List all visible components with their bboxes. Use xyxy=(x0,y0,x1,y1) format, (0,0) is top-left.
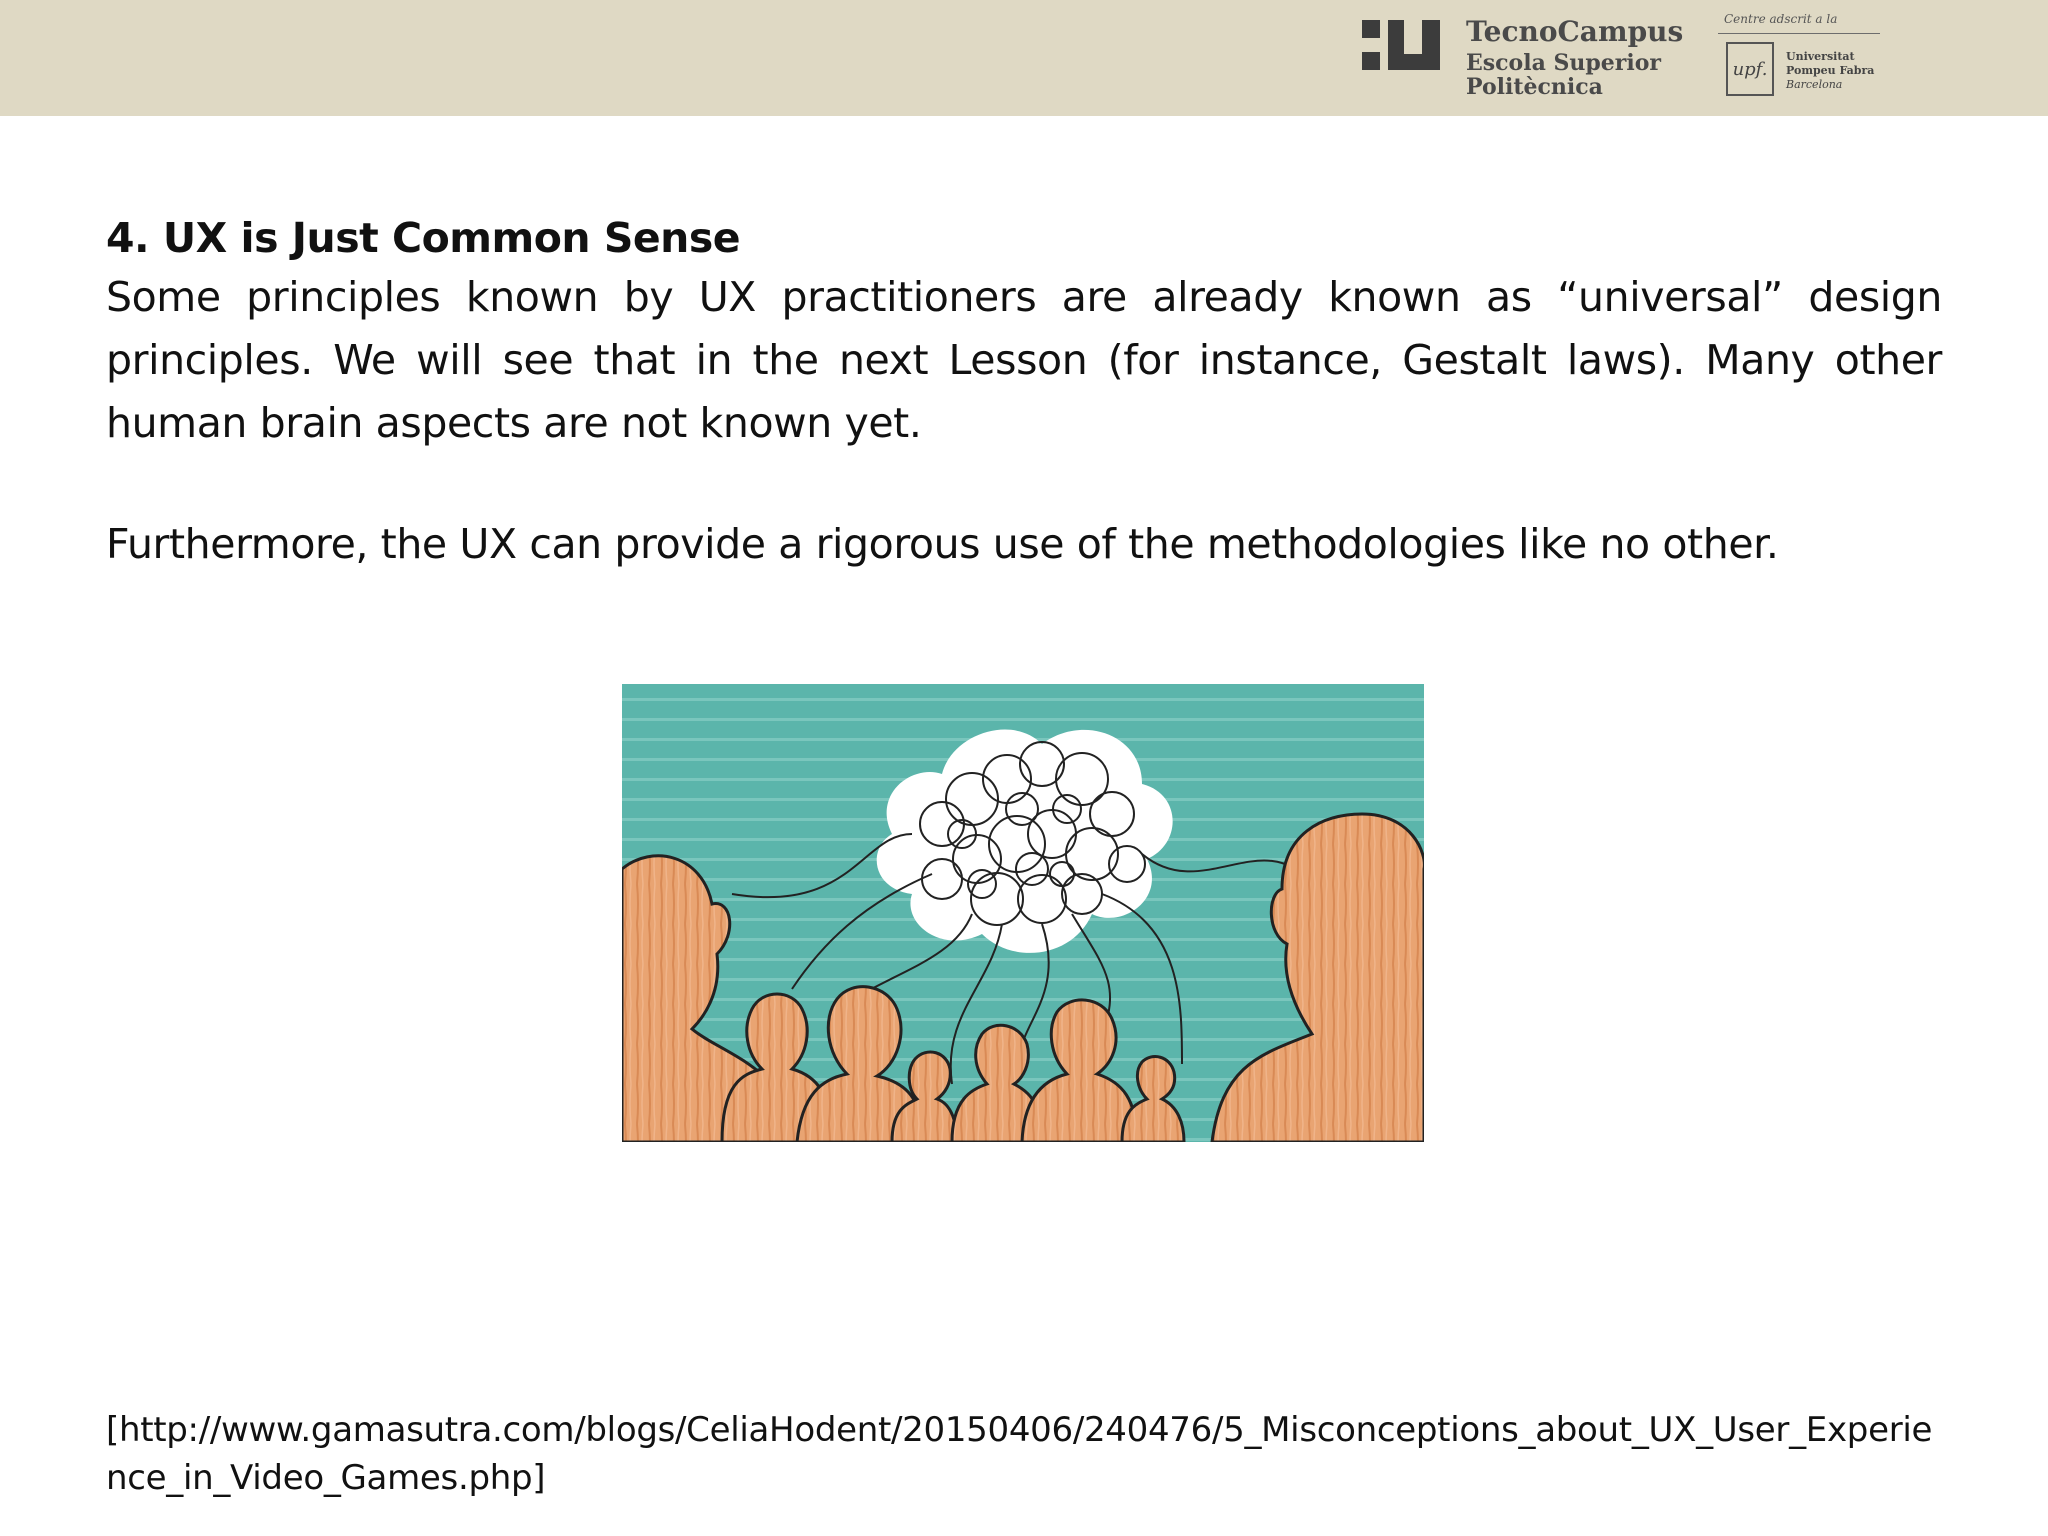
upf-line2: Pompeu Fabra xyxy=(1786,64,1875,77)
illustration-svg xyxy=(622,684,1424,1142)
body-paragraph-1: Some principles known by UX practitioners are already known as “universal” design principles. We will see that in the next Lesson (for instance, Gestalt laws). Many other human brain aspects are not known yet. xyxy=(106,273,1942,447)
tangled-thoughts-illustration xyxy=(622,684,1424,1142)
tecnocampus-name: TecnoCampus xyxy=(1466,15,1684,48)
upf-line1: Universitat xyxy=(1786,50,1855,63)
tecnocampus-line2: Politècnica xyxy=(1466,74,1603,100)
upf-abbr-box: upf. xyxy=(1726,42,1774,96)
upf-adscrit-label: Centre adscrit a la xyxy=(1724,12,1838,26)
tecnocampus-logo xyxy=(1360,15,1684,104)
tecnocampus-wordmark xyxy=(1466,15,1684,100)
upf-logo xyxy=(1718,12,1886,104)
slide-content xyxy=(106,210,1942,576)
source-reference: [http://www.gamasutra.com/blogs/CeliaHodent/20150406/240476/5_Misconceptions_about_UX_User_Experience_in_Video_Games.php] xyxy=(106,1410,1933,1498)
upf-line3: Barcelona xyxy=(1786,78,1843,91)
upf-rule xyxy=(1718,33,1880,34)
upf-name xyxy=(1786,50,1874,92)
tecnocampus-line1: Escola Superior xyxy=(1466,50,1661,76)
slide-title: 4. UX is Just Common Sense xyxy=(106,214,741,262)
body-paragraph-2: Furthermore, the UX can provide a rigorous use of the methodologies like no other. xyxy=(106,520,1779,568)
tecnocampus-mark-icon xyxy=(1362,20,1444,76)
